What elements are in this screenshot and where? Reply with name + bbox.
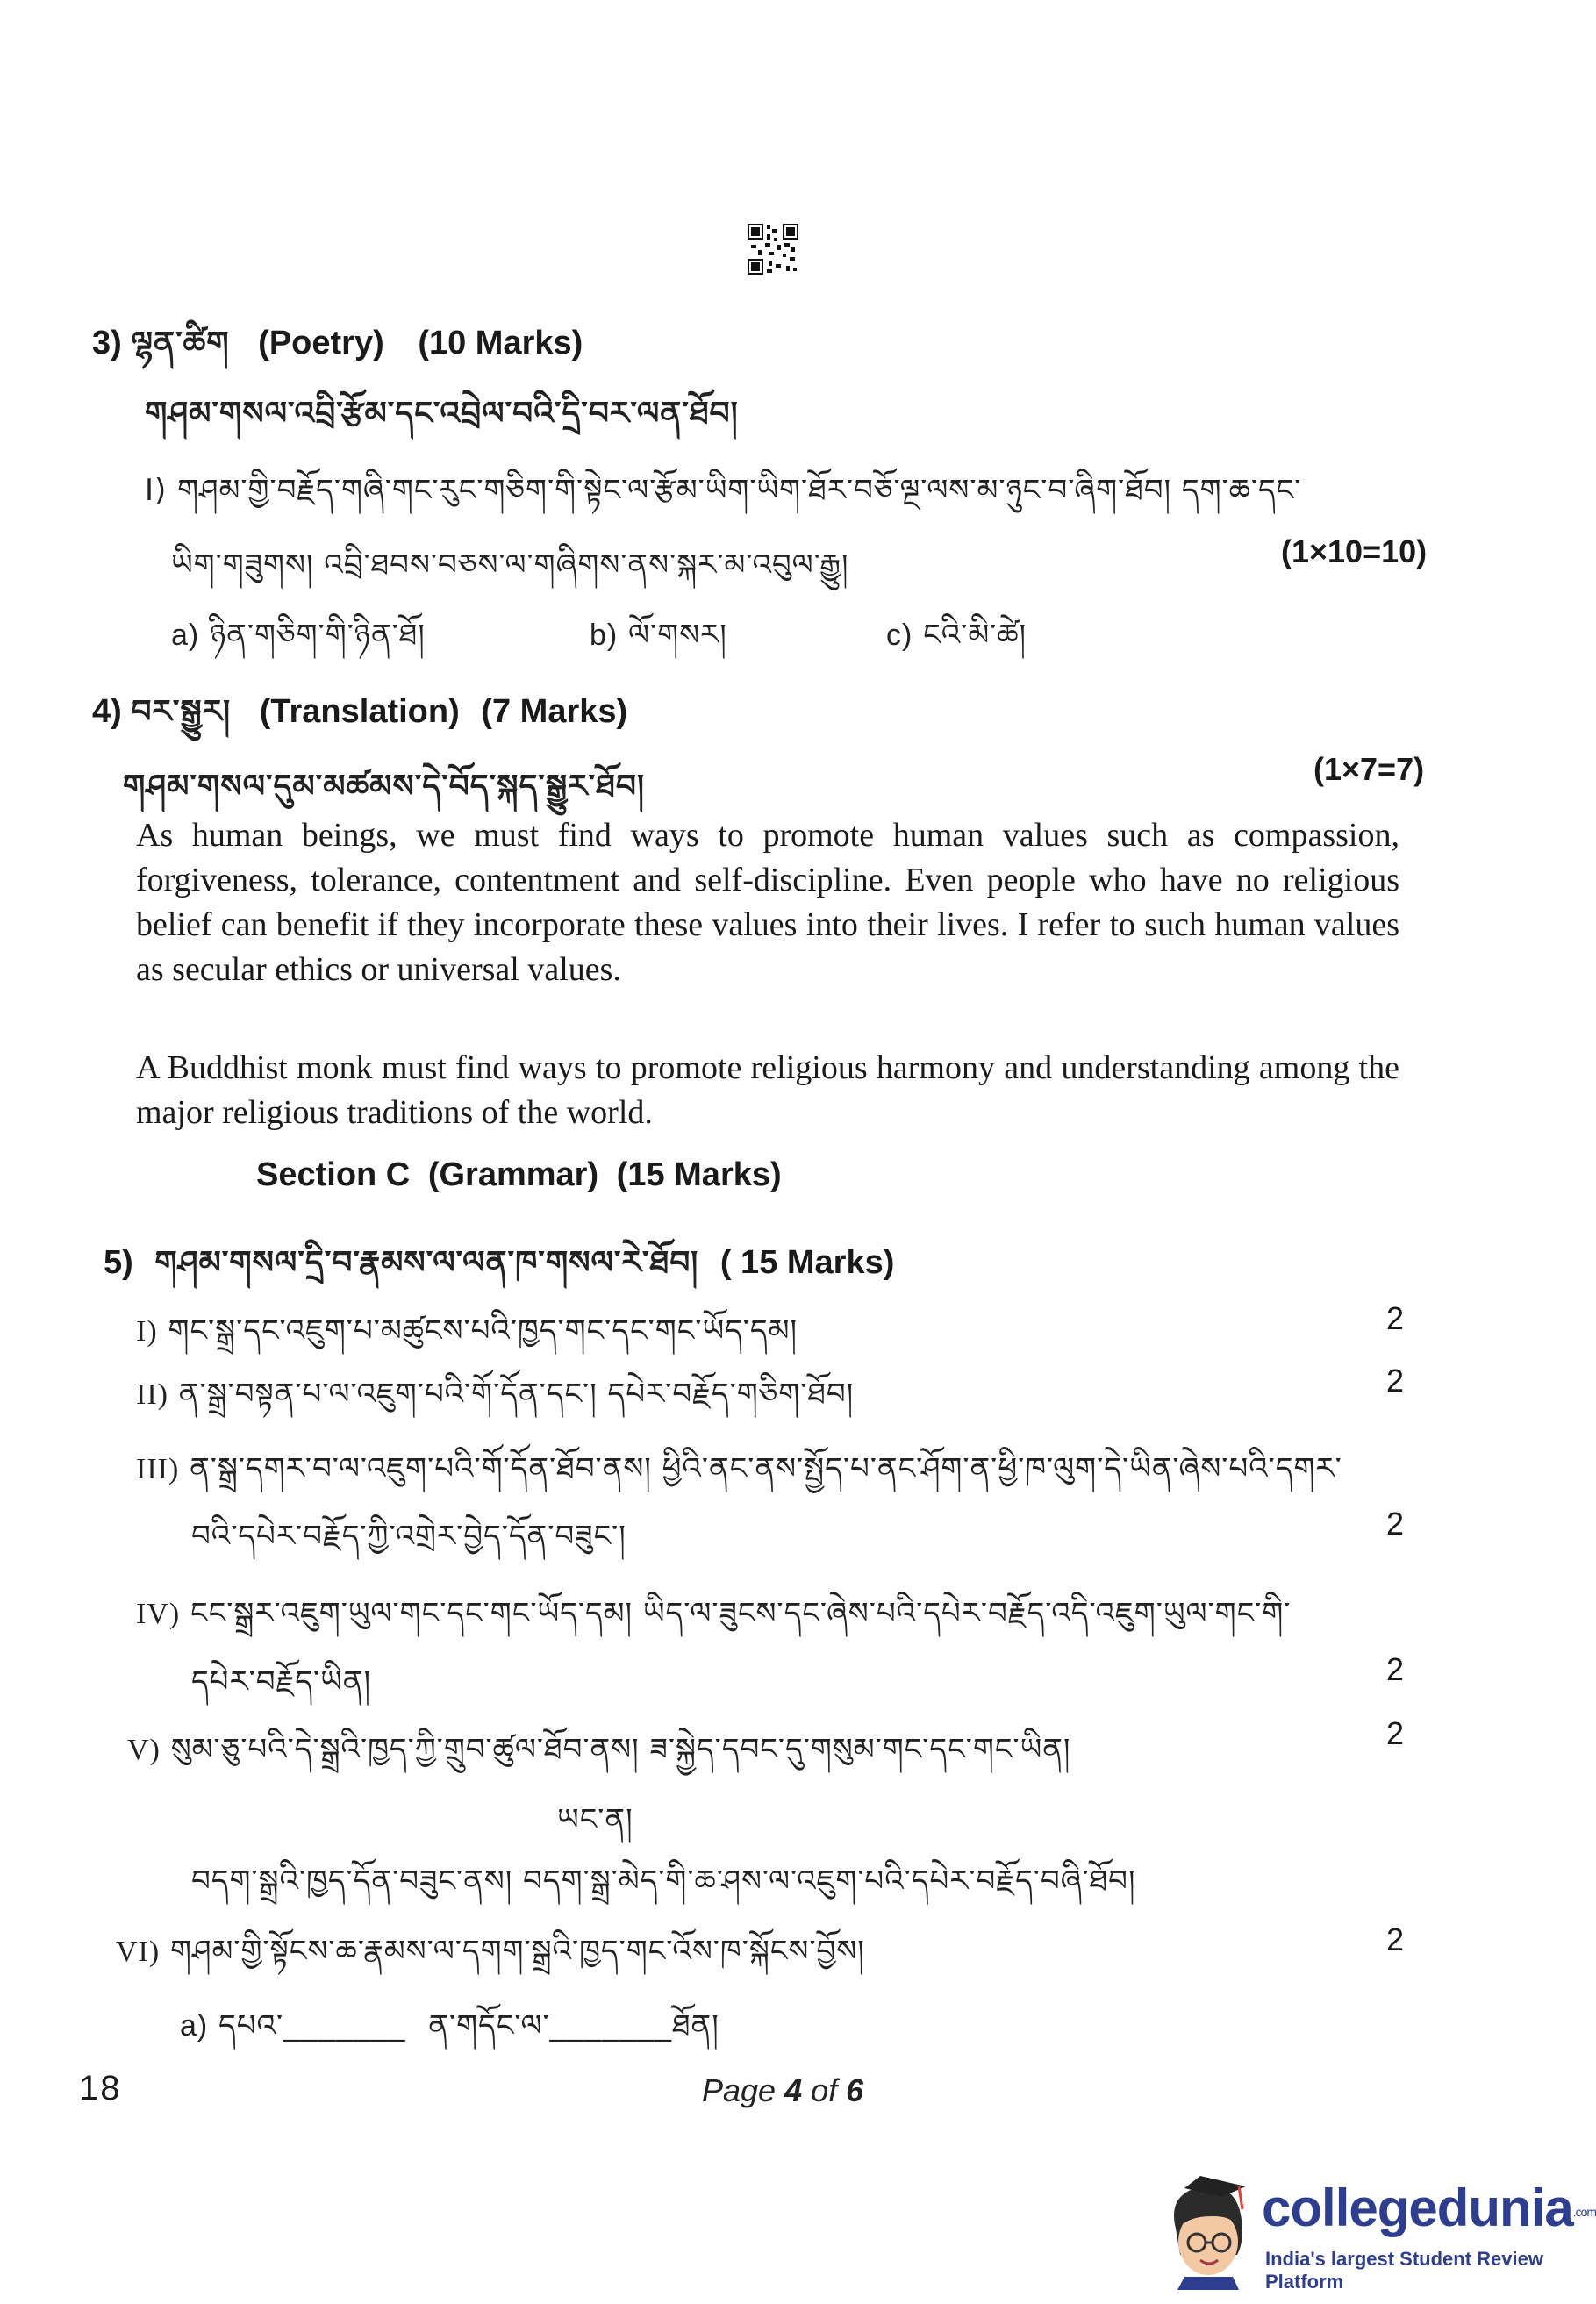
q5-item-6-mark: 2: [1386, 1921, 1405, 1957]
q5-marks: ( 15 Marks): [719, 1244, 895, 1281]
q3-option-c: c) ངའི་མི་ཚེ།: [886, 618, 1027, 653]
q5-item-3: III) ན་སྒྲ་དགར་བ་ལ་འཇུག་པའི་གོ་དོན་ཐོབ་ནས། ཕྱིའི་ནང་ནས་སྤྱོད་པ་ནང་ཤོག་ན་ཕྱི་ཁ་ལུག་དེ་ཡིན་ཞེས་པའི་དགར་: [136, 1451, 1342, 1486]
section-c-heading: [256, 1156, 782, 1194]
section-c-marks: (15 Marks): [616, 1156, 782, 1193]
q5-item-4-mark: 2: [1386, 1651, 1405, 1687]
page-number-left: 18: [79, 2069, 122, 2107]
q5-item-4-cont: དཔེར་བརྗོད་ཡིན།: [191, 1664, 372, 1699]
q5-item-1-mark: 2: [1386, 1300, 1405, 1336]
q4-marks: (7 Marks): [481, 693, 628, 730]
q5-item-4: IV) ངང་སྒྲར་འཇུག་ཡུལ་གང་དང་གང་ཡོད་དམ། ཡིད་ལ་ཟུངས་དང་ཞེས་པའི་དཔེར་བརྗོད་འདི་འཇུག་ཡུལ་གང་གི་: [136, 1596, 1292, 1631]
q4-passage-1: As human beings, we must find ways to promote human values such as compassion, forgiveness, tolerance, contentment and self-discipline. Even people who have no religious belief can benefit if they incorporate these values into their lives. I refer to such human values as secular ethics or universal values.: [136, 817, 1399, 988]
q5-item-1: I) གང་སྒྲ་དང་འཇུག་པ་མཚུངས་པའི་ཁྱད་གང་དང་གང་ཡོད་དམ།: [136, 1313, 798, 1349]
q4-passage-2: A Buddhist monk must find ways to promote religious harmony and understanding among the major religious traditions of the world.: [136, 1049, 1399, 1131]
q5-number: 5): [104, 1244, 133, 1281]
q3-instruction: གཤམ་གསལ་འབྲི་རྩོམ་དང་འབྲེལ་བའི་དྲི་བར་ལན་ཐོབ།: [145, 396, 739, 432]
section-c-english: (Grammar): [427, 1156, 599, 1193]
q4-instruction: གཤམ་གསལ་དུམ་མཚམས་དེ་བོད་སྐད་སྒྱུར་ཐོབ།: [123, 769, 645, 805]
page-indicator: Page 4 of 6: [702, 2072, 864, 2108]
q3-option-a: a) ཉིན་གཅིག་གི་ཉིན་ཐོ།: [171, 618, 426, 653]
q3-option-b: b) ལོ་གསར།: [590, 618, 727, 653]
q3-number: 3): [92, 325, 122, 361]
q4-tibetan-heading: བར་སྒྱུར།: [131, 693, 232, 729]
q5-fill-blank: a) དཔའ་_______ ན་གདོང་ལ་_______ཐོན།: [180, 2008, 719, 2043]
q3-marks: (10 Marks): [418, 325, 583, 361]
q4-english: (Translation): [259, 693, 460, 730]
logo-wordmark: collegedunia.com: [1262, 2179, 1596, 2237]
q4-marks-formula: (1×7=7): [1313, 751, 1425, 787]
q4-number: 4): [92, 693, 122, 730]
logo-tagline: India's largest Student Review Platform: [1265, 2248, 1543, 2293]
qr-code: [748, 224, 798, 275]
q5-item-3-cont: བའི་དཔེར་བརྗོད་ཀྱི་འགྲེར་བྱེད་དོན་བཟུང་།: [191, 1519, 626, 1554]
q5-item-5-mark: 2: [1386, 1715, 1405, 1751]
q3-tibetan-heading: ལྷན་ཚིག: [131, 325, 230, 361]
q3-marks-formula: (1×10=10): [1281, 533, 1428, 569]
collegedunia-logo: [1158, 2167, 1596, 2293]
q3-line2: ཡིག་གཟུགས། འབྲི་ཐབས་བཅས་ལ་གཞིགས་ནས་སྐར་མ་འབུལ་རྒྱུ།: [171, 547, 849, 583]
q5-item-2-mark: 2: [1386, 1363, 1405, 1399]
q3-line1: I) གཤམ་གྱི་བརྗོད་གཞི་གང་རུང་གཅིག་གི་སྟེང་ལ་རྩོམ་ཡིག་ཡིག་ཐོར་བཅོ་ལྔ་ལས་མ་ཉུང་བ་ཞིག་ཐོབ། དག་ཆ་དང་: [145, 473, 1302, 508]
q5-item-5: V) སུམ་ཅུ་པའི་དེ་སྒྲའི་ཁྱད་ཀྱི་གྲུབ་ཚུལ་ཐོབ་ནས། ཟ་སྐྱེད་དབང་དུ་གསུམ་གང་དང་གང་ཡིན།: [127, 1732, 1071, 1767]
q3-english: (Poetry): [258, 325, 384, 361]
mascot-icon: [1158, 2167, 1255, 2290]
q5-item-5-alt: བདག་སྒྲའི་ཁྱད་དོན་བཟུང་ནས། བདག་སྒྲ་མེད་གི་ཆ་ཤས་ལ་འཇུག་པའི་དཔེར་བརྗོད་བཞི་ཐོབ།: [191, 1864, 1136, 1899]
q5-instruction: གཤམ་གསལ་དྲི་བ་རྣམས་ལ་ལན་ཁ་གསལ་རེ་ཐོབ།: [154, 1244, 699, 1280]
section-c-title: Section C: [256, 1156, 411, 1193]
q5-item-2: II) ན་སྒྲ་བསྟན་པ་ལ་འཇུག་པའི་གོ་དོན་དང་། དཔེར་བརྗོད་གཅིག་ཐོབ།: [136, 1377, 855, 1412]
q5-item-5-or: ཡང་ན།: [557, 1802, 633, 1837]
q5-item-3-mark: 2: [1386, 1506, 1405, 1542]
q5-item-6: VI) གཤམ་གྱི་སྟོངས་ཆ་རྣམས་ལ་དགག་སྒྲའི་ཁྱད་གང་འོས་ཁ་སྐོངས་བྱོས།: [116, 1934, 865, 1969]
